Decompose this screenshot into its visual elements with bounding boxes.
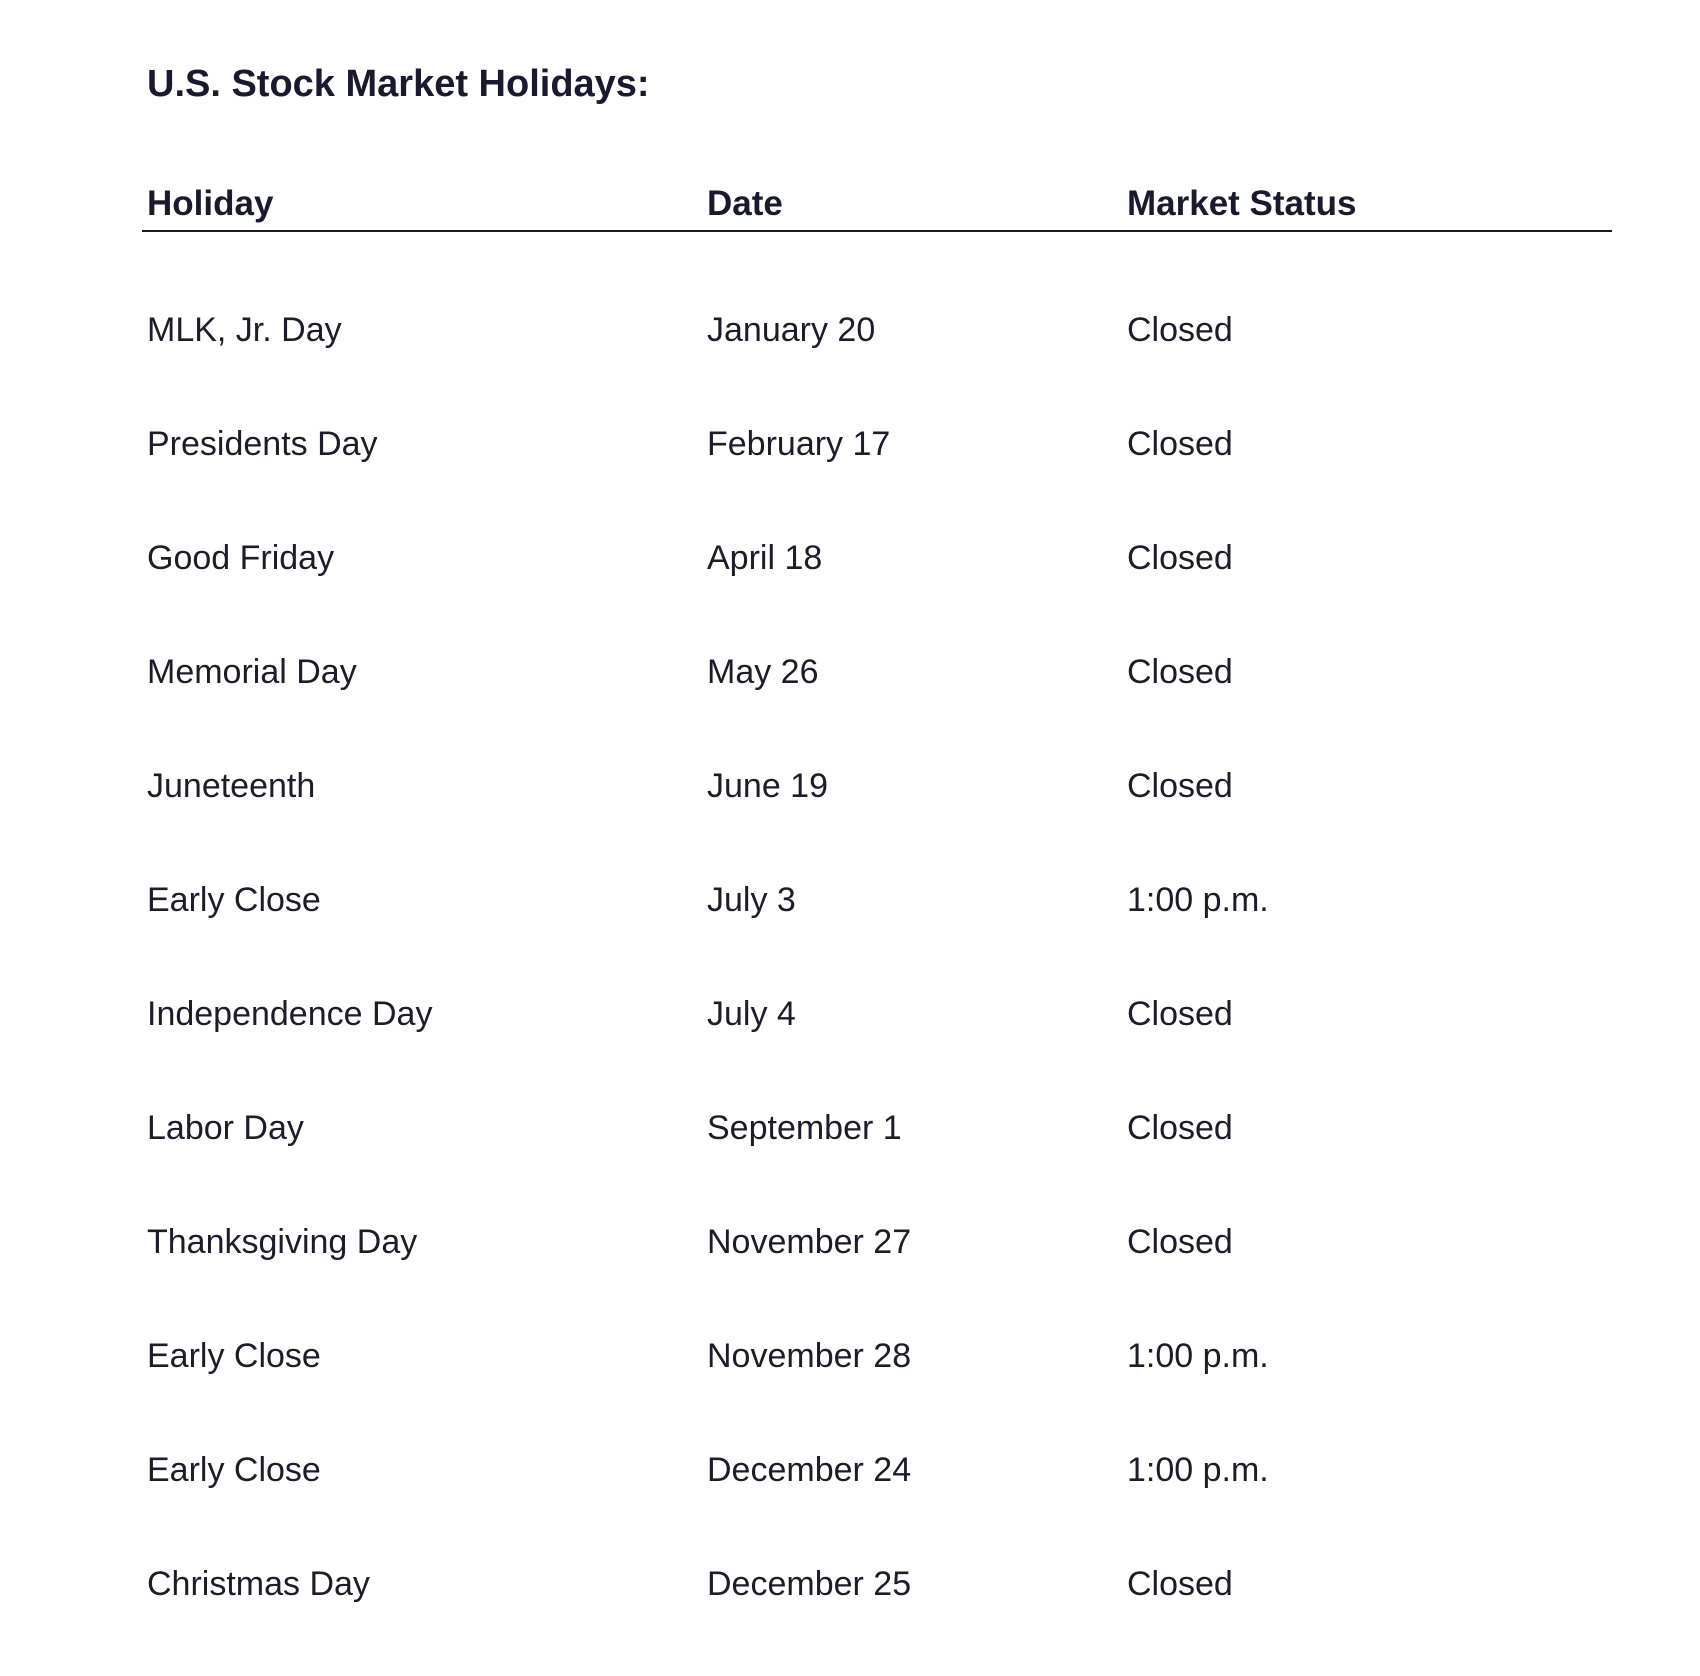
table-row <box>142 1448 1612 1562</box>
date-cell: July 3 <box>707 881 796 919</box>
status-cell: Closed <box>1127 653 1233 691</box>
table-row <box>142 1220 1612 1334</box>
page-title: U.S. Stock Market Holidays: <box>147 63 650 105</box>
date-cell: November 28 <box>707 1337 912 1375</box>
date-cell: July 4 <box>707 995 796 1033</box>
table-row <box>142 650 1612 764</box>
status-cell: Closed <box>1127 767 1233 805</box>
status-cell: 1:00 p.m. <box>1127 1337 1269 1375</box>
table-row <box>142 878 1612 992</box>
table-row <box>142 536 1612 650</box>
holiday-table <box>142 178 1612 1603</box>
table-row <box>142 992 1612 1106</box>
table-row <box>142 764 1612 878</box>
date-cell: November 27 <box>707 1223 912 1261</box>
holiday-cell: Good Friday <box>147 539 335 577</box>
date-cell: May 26 <box>707 653 819 691</box>
status-cell: Closed <box>1127 1565 1233 1603</box>
header-holiday: Holiday <box>147 184 274 223</box>
date-cell: January 20 <box>707 311 876 349</box>
date-cell: June 19 <box>707 767 828 805</box>
holiday-cell: Thanksgiving Day <box>147 1223 418 1261</box>
holiday-cell: Independence Day <box>147 995 433 1033</box>
date-cell: September 1 <box>707 1109 902 1147</box>
holiday-cell: MLK, Jr. Day <box>147 311 342 349</box>
table-row <box>142 422 1612 536</box>
table-body <box>142 308 1612 1676</box>
status-cell: Closed <box>1127 1109 1233 1147</box>
holiday-cell: Juneteenth <box>147 767 316 805</box>
table-row <box>142 1106 1612 1220</box>
holiday-cell: Presidents Day <box>147 425 378 463</box>
holiday-cell: Early Close <box>147 1337 321 1375</box>
status-cell: 1:00 p.m. <box>1127 1451 1269 1489</box>
status-cell: Closed <box>1127 539 1233 577</box>
date-cell: April 18 <box>707 539 823 577</box>
header-market-status: Market Status <box>1127 184 1357 223</box>
status-cell: 1:00 p.m. <box>1127 881 1269 919</box>
date-cell: December 25 <box>707 1565 912 1603</box>
table-header <box>142 178 1612 232</box>
table-row <box>142 1334 1612 1448</box>
date-cell: December 24 <box>707 1451 912 1489</box>
header-date: Date <box>707 184 783 223</box>
holiday-cell: Labor Day <box>147 1109 304 1147</box>
holiday-cell: Memorial Day <box>147 653 357 691</box>
holiday-cell: Early Close <box>147 881 321 919</box>
status-cell: Closed <box>1127 425 1233 463</box>
table-row <box>142 1562 1612 1676</box>
holiday-cell: Early Close <box>147 1451 321 1489</box>
table-row <box>142 308 1612 422</box>
status-cell: Closed <box>1127 995 1233 1033</box>
status-cell: Closed <box>1127 1223 1233 1261</box>
holiday-cell: Christmas Day <box>147 1565 370 1603</box>
status-cell: Closed <box>1127 311 1233 349</box>
date-cell: February 17 <box>707 425 891 463</box>
